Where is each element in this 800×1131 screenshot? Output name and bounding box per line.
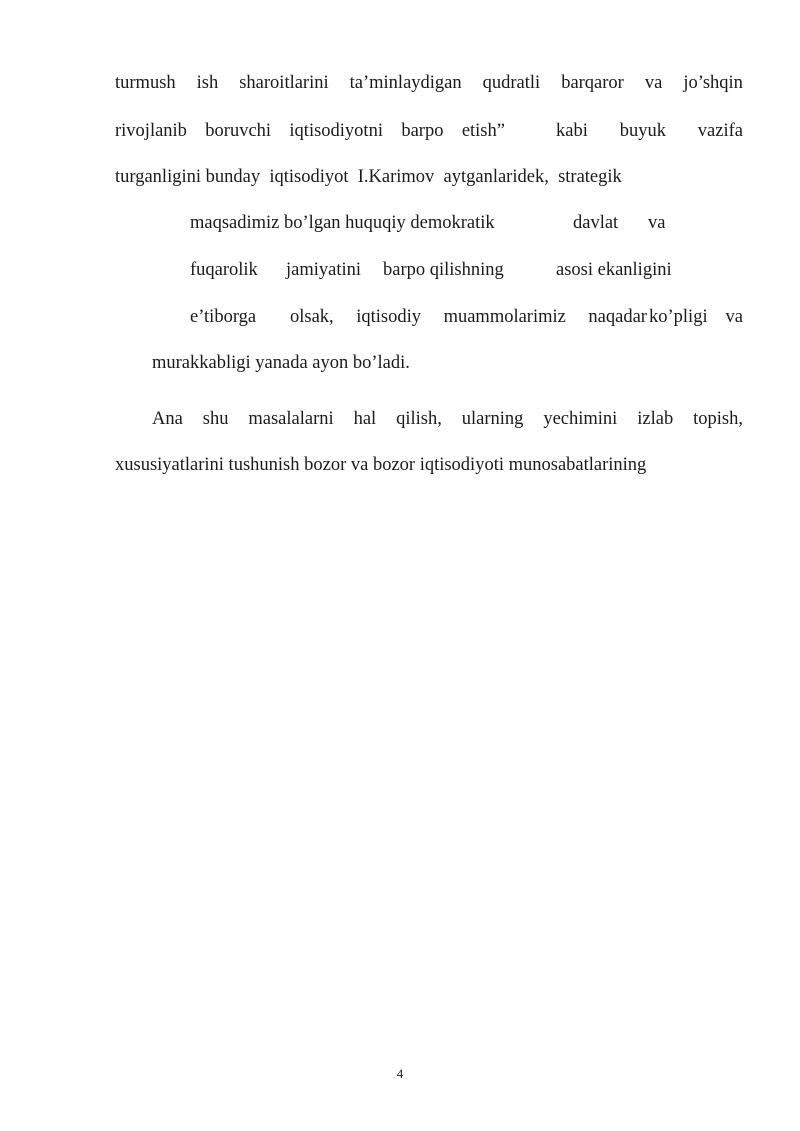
- word: hal: [353, 409, 377, 429]
- word: ta’minlaydigan: [349, 73, 462, 93]
- text-line-9: xususiyatlarini tushunish bozor va bozor iqtisodiyoti munosabatlarining: [115, 455, 647, 475]
- text-line-1: [115, 74, 743, 93]
- word: va: [644, 73, 663, 93]
- word: ish: [196, 73, 219, 93]
- word: yechimini: [543, 409, 618, 429]
- text-line-6b: [290, 308, 647, 327]
- word: buyuk: [619, 121, 666, 141]
- word: iqtisodiyotni: [289, 121, 383, 141]
- word: olsak,: [290, 307, 334, 327]
- word: shu: [202, 409, 229, 429]
- word: jo’shqin: [683, 73, 743, 93]
- text-line-2-left: [115, 122, 505, 141]
- word: qudratli: [482, 73, 541, 93]
- word: iqtisodiy: [356, 307, 422, 327]
- text-line-6c: [649, 308, 743, 327]
- word: naqadar: [588, 307, 647, 327]
- word: ularning: [461, 409, 524, 429]
- text-line-6a: e’tiborga: [190, 307, 257, 327]
- text-line-4b: davlat: [573, 213, 619, 233]
- text-line-5d: asosi ekanligini: [556, 260, 672, 280]
- word: izlab: [637, 409, 674, 429]
- word: rivojlanib: [115, 121, 187, 141]
- text-line-3: turganligini bunday iqtisodiyot I.Karimov aytganlaridek, strategik: [115, 167, 622, 187]
- text-line-5c: barpo qilishning: [383, 260, 504, 280]
- text-line-4c: va: [648, 213, 666, 233]
- word: barqaror: [561, 73, 624, 93]
- text-line-5b: jamiyatini: [286, 260, 362, 280]
- word: kabi: [556, 121, 588, 141]
- word: qilish,: [396, 409, 442, 429]
- word: masalalarni: [248, 409, 334, 429]
- word: topish,: [693, 409, 743, 429]
- word: ko’pligi: [649, 307, 708, 327]
- word: muammolarimiz: [443, 307, 566, 327]
- text-line-2-right: [556, 122, 743, 141]
- text-line-8: [152, 410, 743, 429]
- page-number: 4: [396, 1066, 404, 1081]
- word: vazifa: [697, 121, 743, 141]
- word: barpo: [401, 121, 444, 141]
- text-line-4a: maqsadimiz bo’lgan huquqiy demokratik: [190, 213, 495, 233]
- text-line-7: murakkabligi yanada ayon bo’ladi.: [152, 353, 410, 373]
- word: Ana: [152, 409, 183, 429]
- word: sharoitlarini: [239, 73, 329, 93]
- text-line-5a: fuqarolik: [190, 260, 258, 280]
- word: turmush: [115, 73, 176, 93]
- word: etish”: [461, 121, 505, 141]
- word: va: [725, 307, 743, 327]
- word: boruvchi: [205, 121, 272, 141]
